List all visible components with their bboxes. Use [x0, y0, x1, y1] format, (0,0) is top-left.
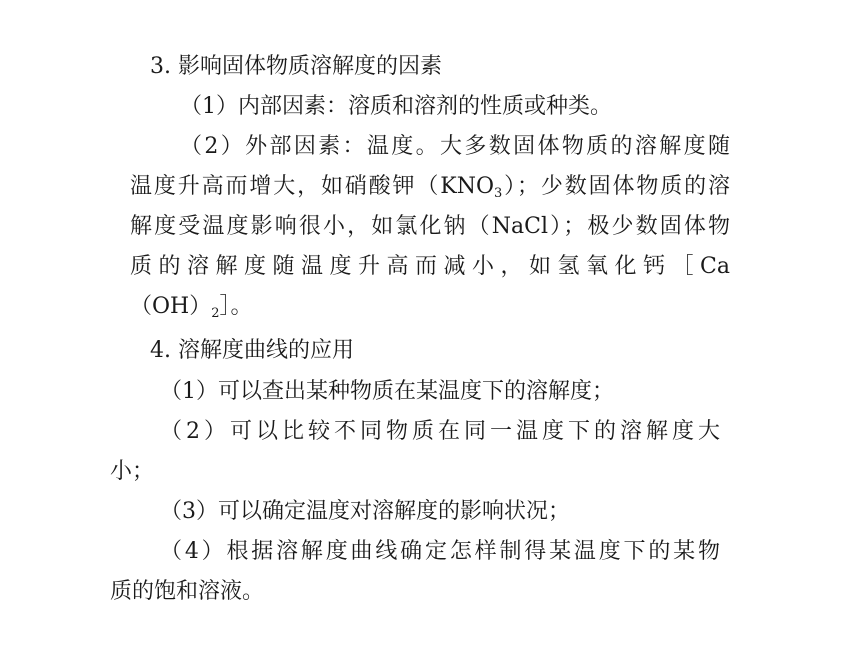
section-4-item-2-line-2: 小； — [110, 459, 155, 484]
section-4-item-1: （1）可以查出某种物质在某温度下的溶解度； — [160, 379, 614, 404]
section-3-item-2-line-3: 解度受温度影响很小，如氯化钠（NaCl）；极少数固体物 — [130, 214, 730, 239]
section-3-item-1: （1）内部因素：溶质和溶剂的性质或种类。 — [180, 94, 612, 119]
text-segment: ）；少数固体物质的溶 — [502, 174, 730, 199]
section-4-item-3: （3）可以确定温度对溶解度的影响状况； — [160, 499, 570, 524]
section-3-heading: 3. 影响固体物质溶解度的因素 — [150, 54, 442, 79]
subscript: 3 — [494, 186, 503, 201]
section-4-heading: 4. 溶解度曲线的应用 — [150, 338, 354, 363]
section-3-item-2-line-4: 质的溶解度随温度升高而减小，如氢氧化钙［Ca — [130, 254, 730, 279]
text-segment: （OH） — [130, 294, 212, 319]
section-4-item-4-line-2: 质的饱和溶液。 — [110, 579, 265, 604]
section-3-item-2-line-2 — [130, 172, 730, 202]
subscript: 2 — [211, 306, 220, 321]
text-segment: ］。 — [219, 294, 253, 319]
text-segment: 温度升高而增大，如硝酸钾（KNO — [130, 174, 495, 199]
section-4-item-2-line-1: （2）可以比较不同物质在同一温度下的溶解度大 — [160, 419, 720, 444]
section-4-item-4-line-1: （4）根据溶解度曲线确定怎样制得某温度下的某物 — [160, 539, 720, 564]
section-3-item-2-line-5 — [130, 292, 253, 322]
section-3-item-2-line-1: （2）外部因素：温度。大多数固体物质的溶解度随 — [180, 134, 730, 159]
